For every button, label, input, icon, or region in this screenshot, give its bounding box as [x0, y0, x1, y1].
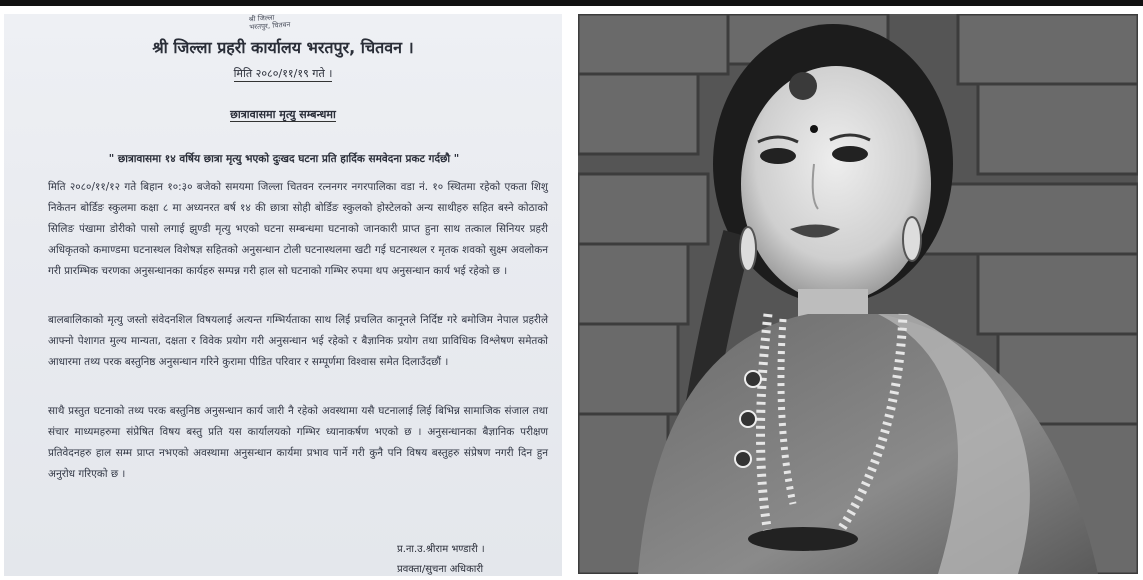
- paragraph-investigation: बालबालिकाको मृत्यु जस्तो संवेदनशिल विषयलाई अत्यन्त गम्भिर्यताका साथ लिई प्रचलित कानूनले निर्दिष्ट गरे बमोजिम नेपाल प्रहरीले आफ्नो पेशागत मुल्य मान्यता, दक्षता र विवेक प्रयोग गरी अनुसन्धान भई रहेको र बैज्ञानिक प्रयोग तथा प्राविधिक विश्लेषण समेतको आधारमा तथ्य परक बस्तुनिष्ठ अनुसन्धान गरिने कुरामा पीडित परिवार र सम्पूर्णमा विश्वास समेत दिलाउँदछौं ।: [48, 314, 548, 368]
- top-border: [0, 0, 1143, 6]
- paragraph-request: साथै प्रस्तुत घटनाको तथ्य परक बस्तुनिष्ठ अनुसन्धान कार्य जारी नै रहेको अवस्थामा यसै घटनालाई लिई बिभिन्न सामाजिक संजाल तथा संचार माध्यमहरुमा संप्रेषित विषय बस्तु प्रति यस कार्यालयको गम्भिर ध्यानाकर्षण भएको छ । अनुसन्धानका बैज्ञानिक परीक्षण प्रतिवेदनहरु हाल सम्म प्राप्त नभएको अवस्थामा अनुसन्धान कार्यमा प्रभाव पार्ने गरी कुनै पनि विषय बस्तुहरु संप्रेषण नगरी दिन हुन अनुरोध गरिएको छ ।: [48, 405, 548, 480]
- condolence-quote: " छात्रावासमा १४ वर्षिय छात्रा मृत्यु भएको दुःखद घटना प्रति हार्दिक समवेदना प्रकट गर्दछौ ": [108, 153, 460, 165]
- press-release-document: [4, 14, 562, 576]
- signatory-title: प्रवक्ता/सुचना अधिकारी: [397, 564, 484, 575]
- signatory-name: प्र.ना.उ.श्रीराम भण्डारी ।: [397, 544, 485, 555]
- portrait-photo-icon: [578, 14, 1138, 574]
- portrait-illustration: [578, 14, 1138, 574]
- notice-subject: छात्रावासमा मृत्यु सम्बन्धमा: [230, 108, 336, 121]
- notice-date: मिति २०८०/११/१९ गते ।: [233, 67, 333, 80]
- paragraph-incident: मिति २०८०/११/१२ गते बिहान १०:३० बजेको समयमा जिल्ला चितवन रत्ननगर नगरपालिका वडा नं. १० स्थितमा रहेको एकता शिशु निकेतन बोर्डिङ स्कुलमा कक्षा ८ मा अध्यनरत बर्ष १४ की छात्रा सोही बोर्डिङ स्कुलको होस्टेलको अन्य साथीहरु सहित बस्ने कोठाको सिलिङ पंखामा डोरीको पासो लगाई झुण्डी मृत्यु भएको घटना सम्बन्धमा घटनाको जानकारी प्राप्त हुना साथ तत्काल सिनियर प्रहरी अधिकृतको कमाण्डमा घटनास्थल विशेषज्ञ सहितको अनुसन्धान टोली घटनास्थलमा खटी गई घटनास्थल र मृतक शवको सुक्ष्म अवलोकन गरी प्रारम्भिक चरणका अनुसन्धानका कार्यहरु सम्पन्न गरी हाल सो घटनाको गम्भिर रुपमा थप अनुसन्धान कार्य भई रहेको छ ।: [48, 181, 548, 277]
- office-stamp: श्री जिल्ला भरतपुर, चितवन: [248, 14, 291, 32]
- image-divider: [566, 6, 569, 580]
- office-heading: श्री जिल्ला प्रहरी कार्यालय भरतपुर, चितवन ।: [152, 38, 414, 57]
